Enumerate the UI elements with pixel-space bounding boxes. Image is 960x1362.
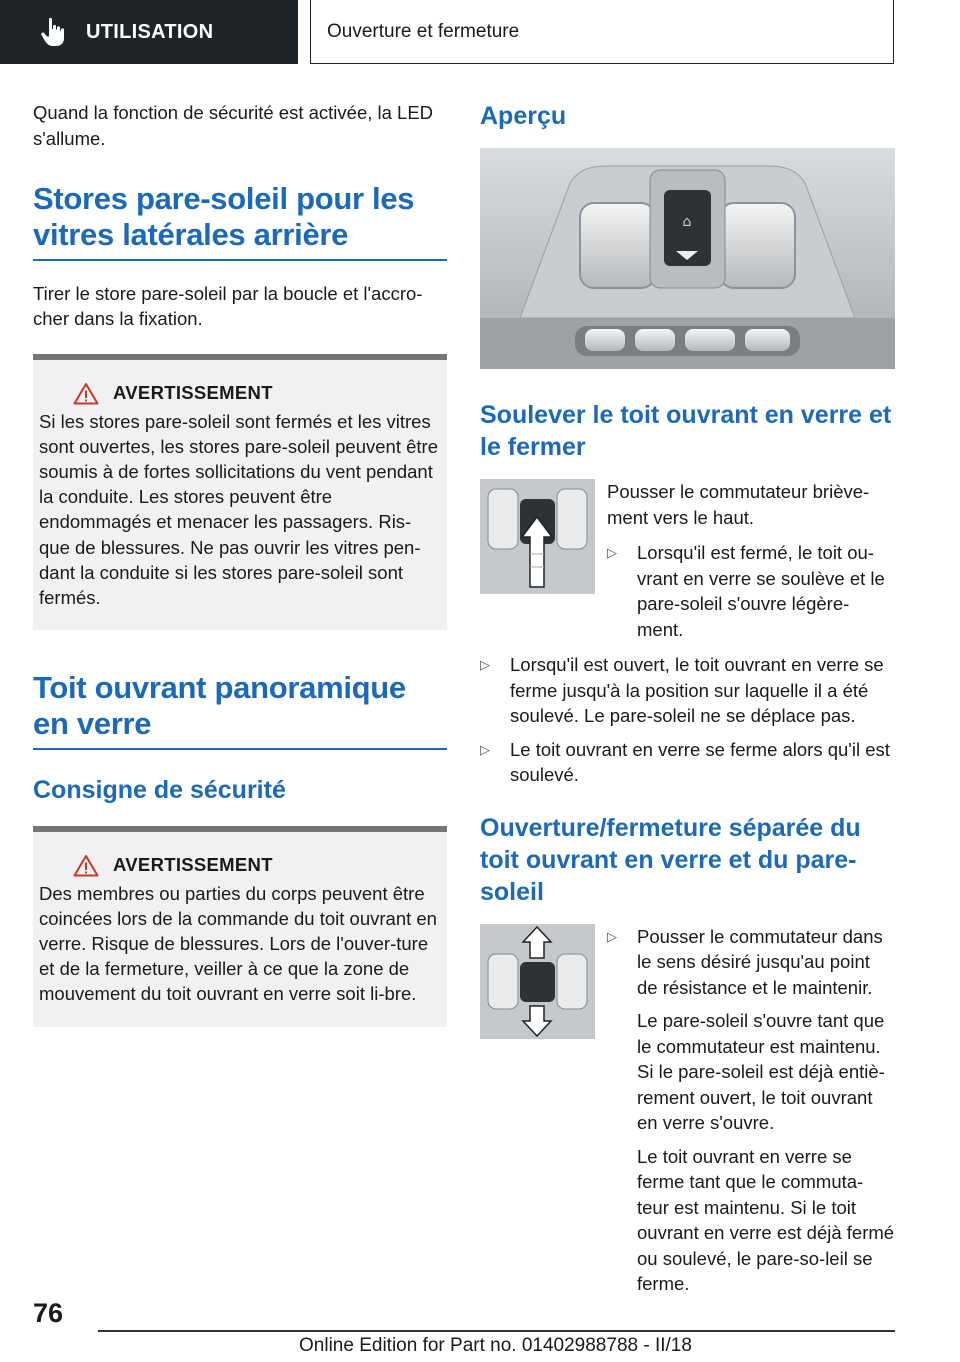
list-item: ▷ Pousser le commutateur dans le sens désiré jusqu'au point de résistance et le maintenir. bbox=[607, 924, 895, 1001]
switch-push-up-figure bbox=[480, 479, 595, 594]
warning-triangle-icon bbox=[73, 382, 99, 405]
warning-title: AVERTISSEMENT bbox=[113, 854, 273, 876]
left-column bbox=[33, 100, 447, 1027]
heading-apercu: Aperçu bbox=[480, 102, 567, 130]
bullet-triangle-icon: ▷ bbox=[607, 545, 617, 560]
page-number: 76 bbox=[33, 1298, 64, 1328]
bullet-triangle-icon: ▷ bbox=[480, 657, 490, 672]
heading-soulever: Soulever le toit ouvrant en verre et le fermer bbox=[480, 401, 892, 461]
section-tab bbox=[0, 0, 298, 64]
bullet-triangle-icon: ▷ bbox=[607, 928, 617, 944]
heading-consigne: Consigne de sécurité bbox=[33, 775, 286, 804]
stores-text: Tirer le store pare-soleil par la boucle et l'accro-cher dans la fixation. bbox=[33, 282, 423, 329]
list-item: ▷ Lorsqu'il est fermé, le toit ou-vrant en verre se soulève et le pare-soleil s'ouvre légère-ment. bbox=[607, 540, 895, 642]
subsection-tab bbox=[310, 0, 894, 64]
warning-triangle-icon bbox=[73, 854, 99, 877]
subsection-title: Ouverture et fermeture bbox=[327, 20, 520, 42]
list-item: ▷ Le toit ouvrant en verre se ferme alors qu'il est soulevé. bbox=[480, 737, 895, 788]
right-column bbox=[480, 100, 895, 1297]
overhead-console-photo bbox=[480, 148, 895, 369]
hand-pointer-icon bbox=[36, 15, 70, 49]
heading-separee: Ouverture/fermeture séparée du toit ouvrant en verre et du pare-soleil bbox=[480, 813, 861, 906]
paragraph: Le pare-soleil s'ouvre tant que le commutateur est maintenu. Si le pare-soleil est déjà entiè-rement ouvert, le toit ouvrant en verre s'ouvre. bbox=[637, 1010, 885, 1133]
section-title: UTILISATION bbox=[86, 20, 214, 43]
warning-text: Des membres ou parties du corps peuvent être coincées lors de la commande du toit ouvrant en verre. Risque de blessures. Lors de l'ouver-ture et de la fermeture, veiller à ce que la zone de mouvement du toit ouvrant en verre soit li-bre. bbox=[39, 882, 437, 1005]
heading-rule bbox=[33, 748, 447, 750]
bullet-triangle-icon: ▷ bbox=[480, 741, 490, 757]
edition-text: Online Edition for Part no. 01402988788 - II/18 bbox=[299, 1335, 692, 1356]
svg-text:⌂: ⌂ bbox=[682, 214, 692, 230]
warning-text: Si les stores pare-soleil sont fermés et les vitres sont ouvertes, les stores pare-soleil peuvent être soumis à de fortes sollicitations du vent pendant la conduite. Les stores peuvent être endommagés et menacer les passagers. Ris-que de blessures. Ne pas ouvrir les vitres pen-dant la conduite si les stores pare-soleil sont fermés. bbox=[39, 410, 438, 608]
warning-box bbox=[33, 826, 447, 1027]
footer-rule bbox=[98, 1330, 895, 1332]
heading-rule bbox=[33, 259, 447, 261]
paragraph: Le toit ouvrant en verre se ferme tant que le commuta-teur est maintenu. Si le toit ouvrant en verre est déjà fermé ou soulevé, le pare-so-leil se ferme. bbox=[637, 1145, 895, 1294]
intro-text: Quand la fonction de sécurité est activée, la LED s'allume. bbox=[33, 102, 434, 149]
heading-stores: Stores pare-soleil pour les vitres latérales arrière bbox=[33, 181, 415, 252]
warning-box bbox=[33, 354, 447, 631]
switch-up-down-figure bbox=[480, 924, 595, 1039]
soulever-intro: Pousser le commutateur briève-ment vers le haut. bbox=[607, 481, 870, 528]
list-item: ▷ Lorsqu'il est ouvert, le toit ouvrant en verre se ferme jusqu'à la position sur laquelle il a été soulevé. Le pare-soleil ne se déplace pas. bbox=[480, 652, 895, 729]
warning-title: AVERTISSEMENT bbox=[113, 382, 273, 403]
heading-toit: Toit ouvrant panoramique en verre bbox=[33, 670, 406, 742]
